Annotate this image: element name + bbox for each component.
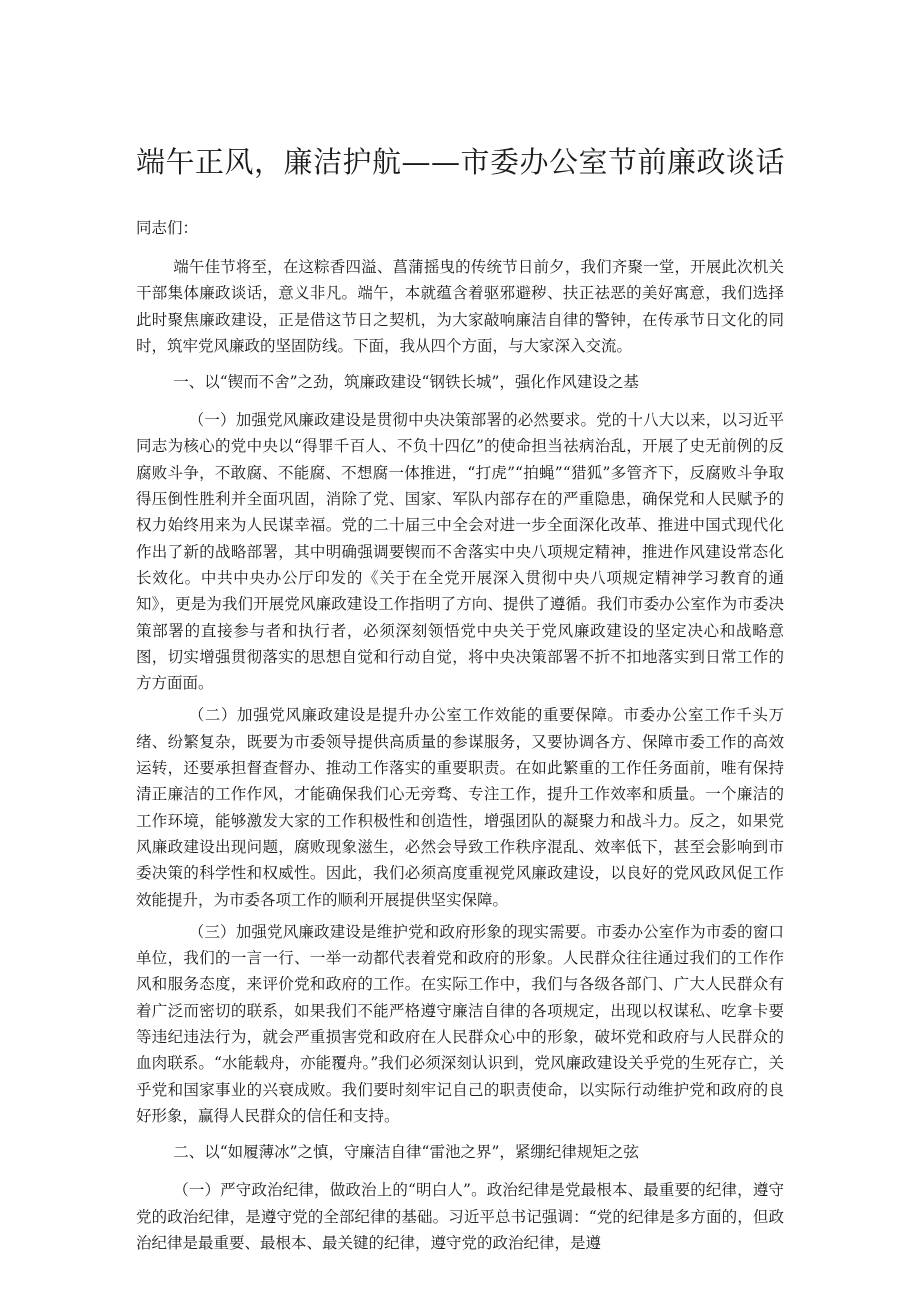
document-title: 端午正风，廉洁护航——市委办公室节前廉政谈话 (136, 145, 786, 179)
section-1-paragraph-1: （一）加强党风廉政建设是贯彻中央决策部署的必然要求。党的十八大以来，以习近平同志为核心的党中央以“得罪千百人、不负十四亿”的使命担当祛病治乱，开展了史无前例的反腐败斗争，不敢腐、不能腐、不想腐一体推进，“打虎”“拍蝇”“猎狐”多管齐下，反腐败斗争取得压倒性胜利并全面巩固，消除了党、国家、军队内部存在的严重隐患，确保党和人民赋予的权力始终用来为人民谋幸福。党的二十届三中全会对进一步全面深化改革、推进中国式现代化作出了新的战略部署，其中明确强调要锲而不舍落实中央八项规定精神，推进作风建设常态化长效化。中共中央办公厅印发的《关于在全党开展深入贯彻中央八项规定精神学习教育的通知》，更是为我们开展党风廉政建设工作指明了方向、提供了遵循。我们市委办公室作为市委决策部署的直接参与者和执行者，必须深刻领悟党中央关于党风廉政建设的坚定决心和战略意图，切实增强贯彻落实的思想自觉和行动自觉，将中央决策部署不折不扣地落实到日常工作的方方面面。 (136, 411, 784, 693)
section-1-paragraph-3: （三）加强党风廉政建设是维护党和政府形象的现实需要。市委办公室作为市委的窗口单位，我们的一言一行、一举一动都代表着党和政府的形象。人民群众往往通过我们的工作作风和服务态度，来评价党和政府的工作。在实际工作中，我们与各级各部门、广大人民群众有着广泛而密切的联系，如果我们不能严格遵守廉洁自律的各项规定，出现以权谋私、吃拿卡要等违纪违法行为，就会严重损害党和政府在人民群众心中的形象，破坏党和政府与人民群众的血肉联系。“水能载舟，亦能覆舟。”我们必须深刻认识到，党风廉政建设关乎党的生死存亡，关乎党和国家事业的兴衰成败。我们要时刻牢记自己的职责使命，以实际行动维护党和政府的良好形象，赢得人民群众的信任和支持。 (136, 922, 784, 1125)
section-2-paragraph-1: （一）严守政治纪律，做政治上的“明白人”。政治纪律是党最根本、最重要的纪律，遵守党的政治纪律，是遵守党的全部纪律的基础。习近平总书记强调：“党的纪律是多方面的，但政治纪律是最重要、最根本、最关键的纪律，遵守党的政治纪律，是遵 (136, 1181, 784, 1252)
salutation: 同志们： (136, 219, 199, 237)
section-1-heading: 一、以“锲而不舍”之劲，筑廉政建设“钢铁长城”，强化作风建设之基 (173, 373, 639, 392)
section-2-heading: 二、以“如履薄冰”之慎，守廉洁自律“雷池之界”，紧绷纪律规矩之弦 (173, 1143, 639, 1162)
section-1-paragraph-2: （二）加强党风廉政建设是提升办公室工作效能的重要保障。市委办公室工作千头万绪、纷繁复杂，既要为市委领导提供高质量的参谋服务，又要协调各方、保障市委工作的高效运转，还要承担督查督办、推动工作落实的重要职责。在如此繁重的工作任务面前，唯有保持清正廉洁的工作作风，才能确保我们心无旁骛、专注工作，提升工作效率和质量。一个廉洁的工作环境，能够激发大家的工作积极性和创造性，增强团队的凝聚力和战斗力。反之，如果党风廉政建设出现问题，腐败现象滋生，必然会导致工作秩序混乱、效率低下，甚至会影响到市委决策的科学性和权威性。因此，我们必须高度重视党风廉政建设，以良好的党风政风促工作效能提升，为市委各项工作的顺利开展提供坚实保障。 (136, 706, 784, 909)
intro-paragraph: 端午佳节将至，在这粽香四溢、菖蒲摇曳的传统节日前夕，我们齐聚一堂，开展此次机关干部集体廉政谈话，意义非凡。端午，本就蕴含着驱邪避秽、扶正祛恶的美好寓意，我们选择此时聚焦廉政建设，正是借这节日之契机，为大家敲响廉洁自律的警钟，在传承节日文化的同时，筑牢党风廉政的坚固防线。下面，我从四个方面，与大家深入交流。 (136, 258, 784, 355)
